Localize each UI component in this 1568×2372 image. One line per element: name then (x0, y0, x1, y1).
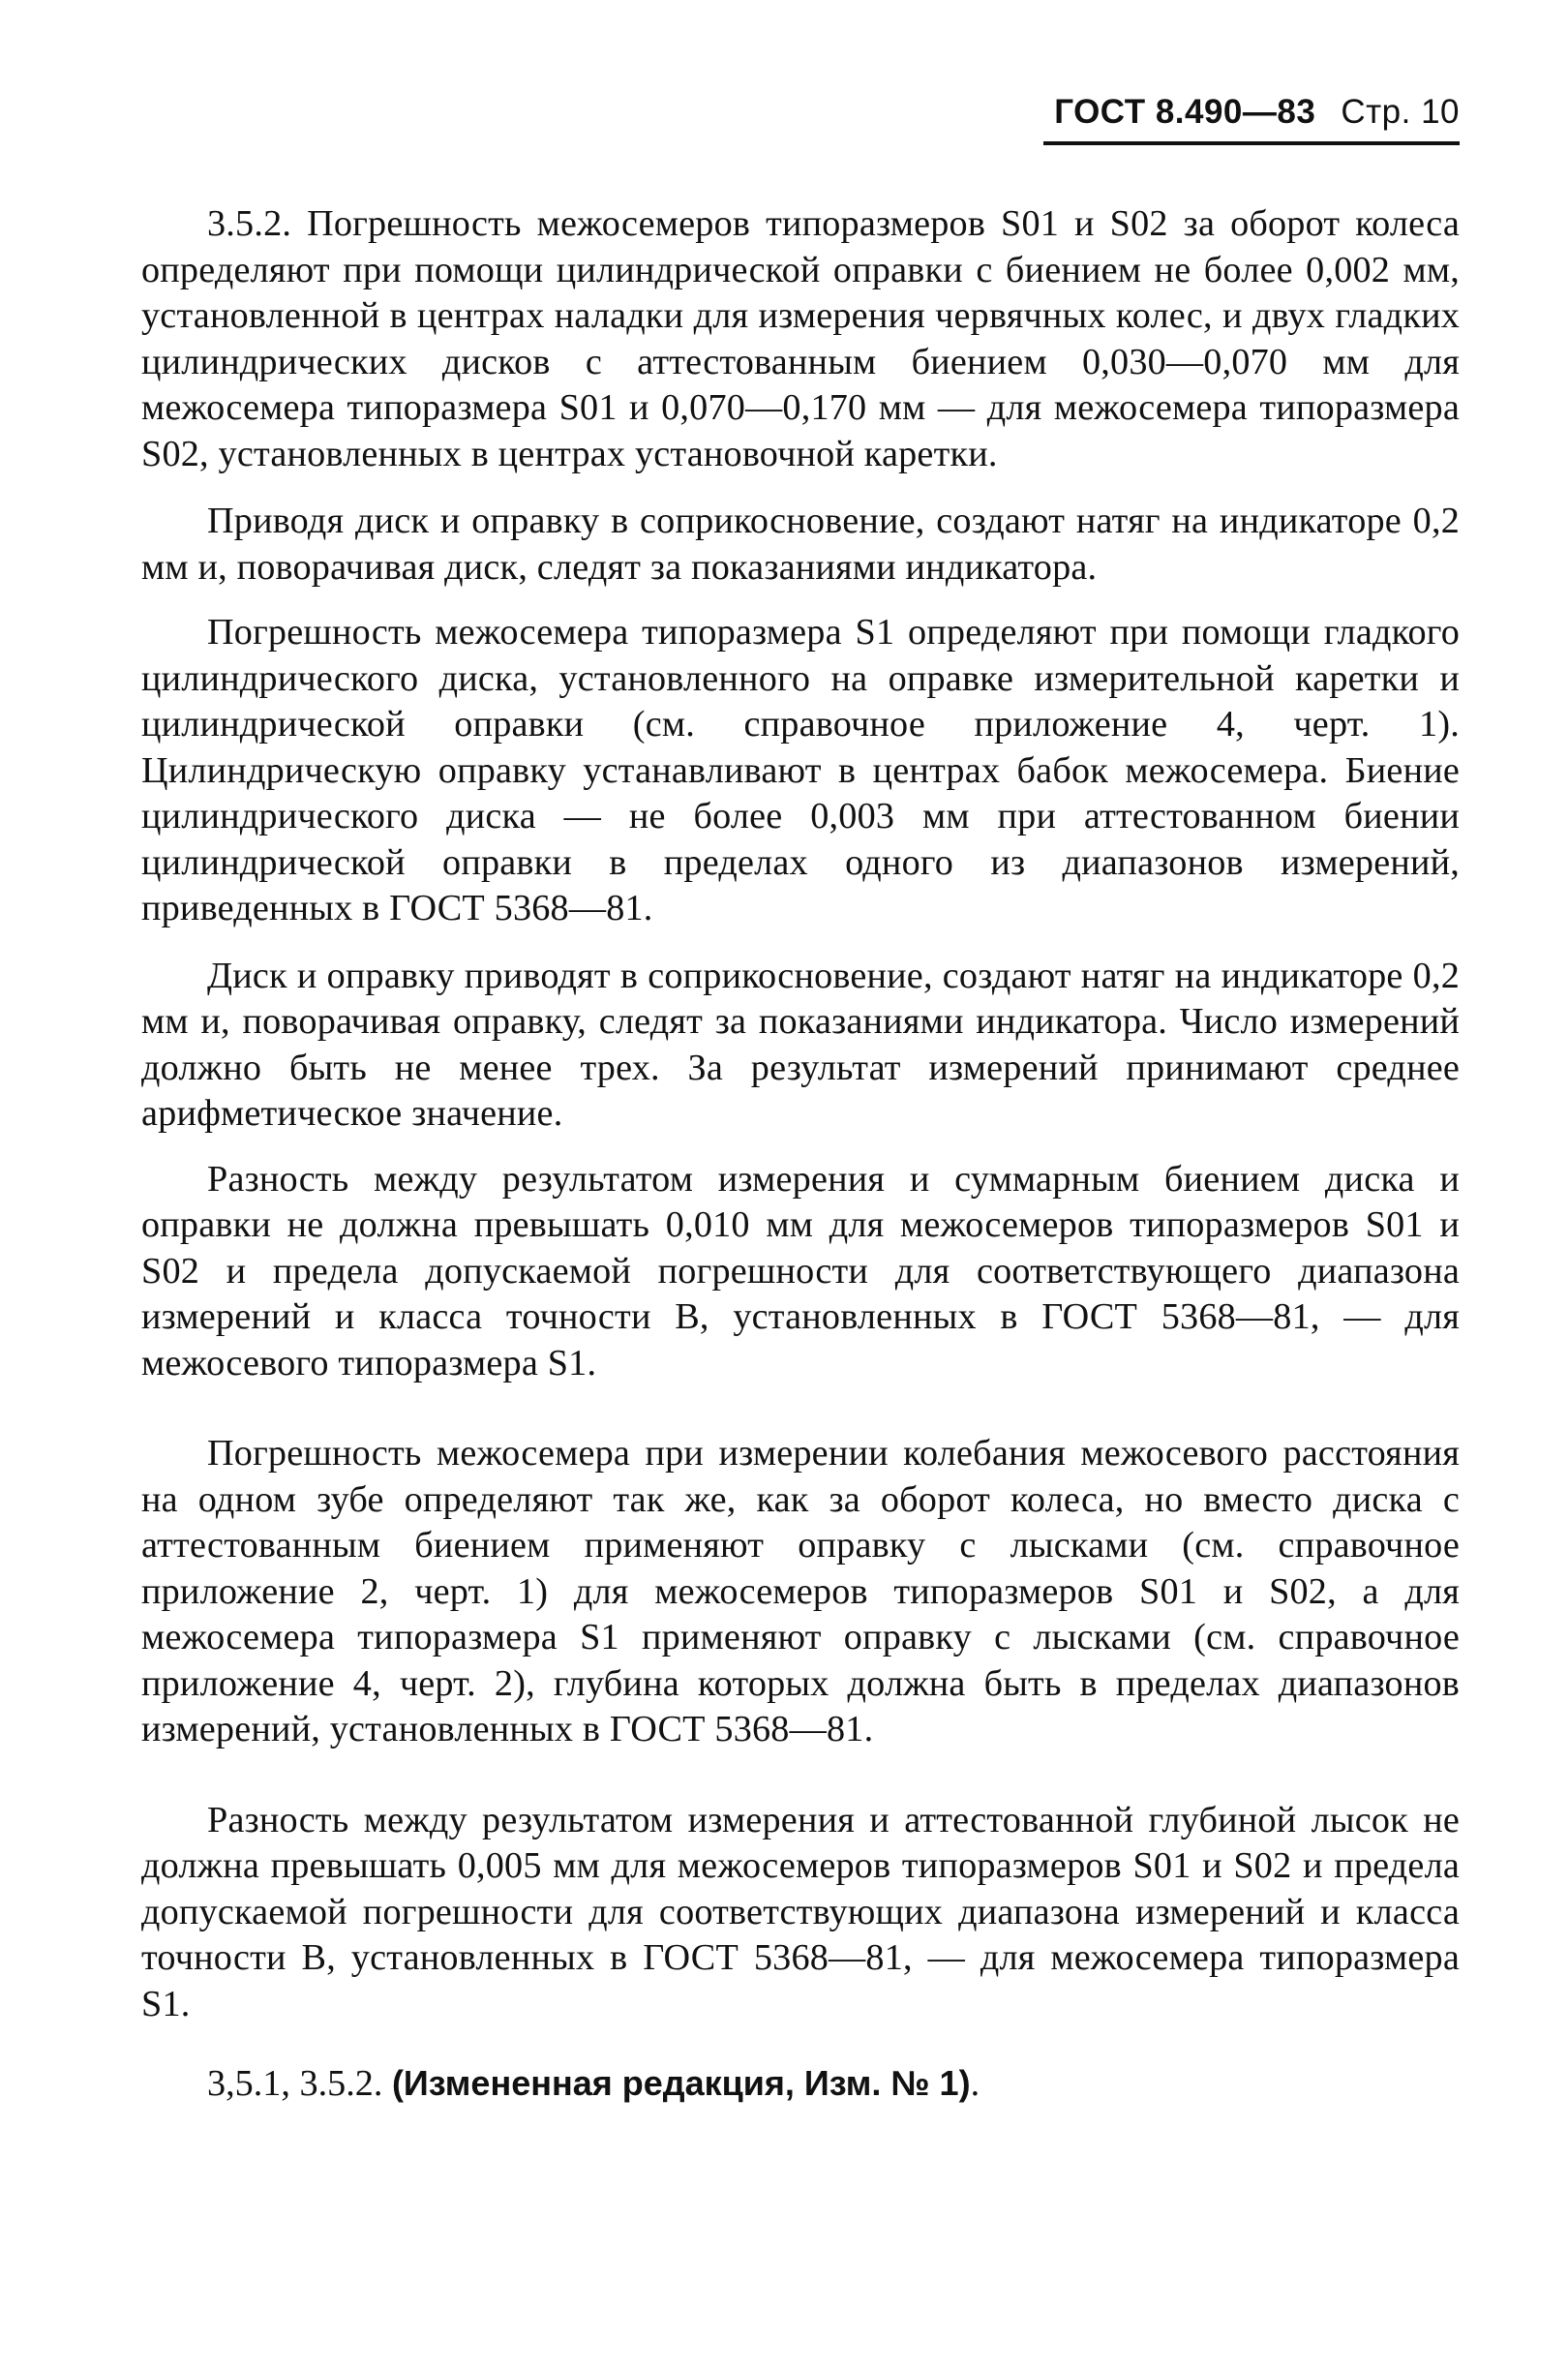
amendment-bold-text: (Измененная редакция, Изм. № 1) (391, 2063, 971, 2103)
standard-number: ГОСТ 8.490—83 (1054, 93, 1316, 131)
amendment-suffix: . (970, 2063, 980, 2104)
paragraph-difference-flats: Разность между результатом измерения и аттестованной глубиной лысок не должна превышать 0,005 мм для межосемеров типоразмеров S01 и S02 и предела допускаемой погрешности для соответствующих диапазона измерений и класса точности В, установленных в ГОСТ 5368—81, — для межосемера типоразмера S1. (141, 1799, 1460, 2024)
document-body (141, 201, 1460, 2027)
document-page (141, 93, 1460, 2144)
amendment-note (141, 2060, 1460, 2108)
amendment-prefix: 3,5.1, 3.5.2. (207, 2063, 392, 2104)
page-header (1043, 93, 1460, 145)
page-number: Стр. 10 (1341, 93, 1460, 131)
paragraph-indicator-tension: Приводя диск и оправку в соприкосновение, создают натяг на индикаторе 0,2 мм и, поворачивая диск, следят за показаниями индикатора. (141, 501, 1460, 588)
paragraph-difference-runout: Разность между результатом измерения и суммарным биением диска и оправки не должна превышать 0,010 мм для межосемеров типоразмеров S01 и S02 и предела допускаемой погрешности для соответствующего диапазона измерений и класса точности В, установленных в ГОСТ 5368—81, — для межосевого типоразмера S1. (141, 1158, 1460, 1384)
paragraph-3-5-2: 3.5.2. Погрешность межосемеров типоразмеров S01 и S02 за оборот колеса определяют при помощи цилиндрической оправки с биением не более 0,002 мм, установленной в центрах наладки для измерения червячных колес, и двух гладких цилиндрических дисков с аттестованным биением 0,030—0,070 мм для межосемера типоразмера S01 и 0,070—0,170 мм — для межосемера типоразмера S02, установленных в центрах установочной каретки. (141, 203, 1460, 474)
paragraph-measurement-count: Диск и оправку приводят в соприкосновение, создают натяг на индикаторе 0,2 мм и, поворачивая оправку, следят за показаниями индикатора. Число измерений должно быть не менее трех. За результат измерений принимают среднее арифметическое значение. (141, 955, 1460, 1134)
paragraph-s1-error: Погрешность межосемера типоразмера S1 определяют при помощи гладкого цилиндрического диска, установленного на оправке измерительной каретки и цилиндрической оправки (см. справочное приложение 4, черт. 1). Цилиндрическую оправку устанавливают в центрах бабок межосемера. Биение цилиндрического диска — не более 0,003 мм при аттестованном биении цилиндрической оправки в пределах одного из диапазонов измерений, приведенных в ГОСТ 5368—81. (141, 612, 1460, 928)
paragraph-tooth-variation: Погрешность межосемера при измерении колебания межосевого расстояния на одном зубе определяют так же, как за оборот колеса, но вместо диска с аттестованным биением применяют оправку с лысками (см. справочное приложение 2, черт. 1) для межосемеров типоразмеров S01 и S02, а для межосемера типоразмера S1 применяют оправку с лысками (см. справочное приложение 4, черт. 2), глубина которых должна быть в пределах диапазонов измерений, установленных в ГОСТ 5368—81. (141, 1433, 1460, 1749)
